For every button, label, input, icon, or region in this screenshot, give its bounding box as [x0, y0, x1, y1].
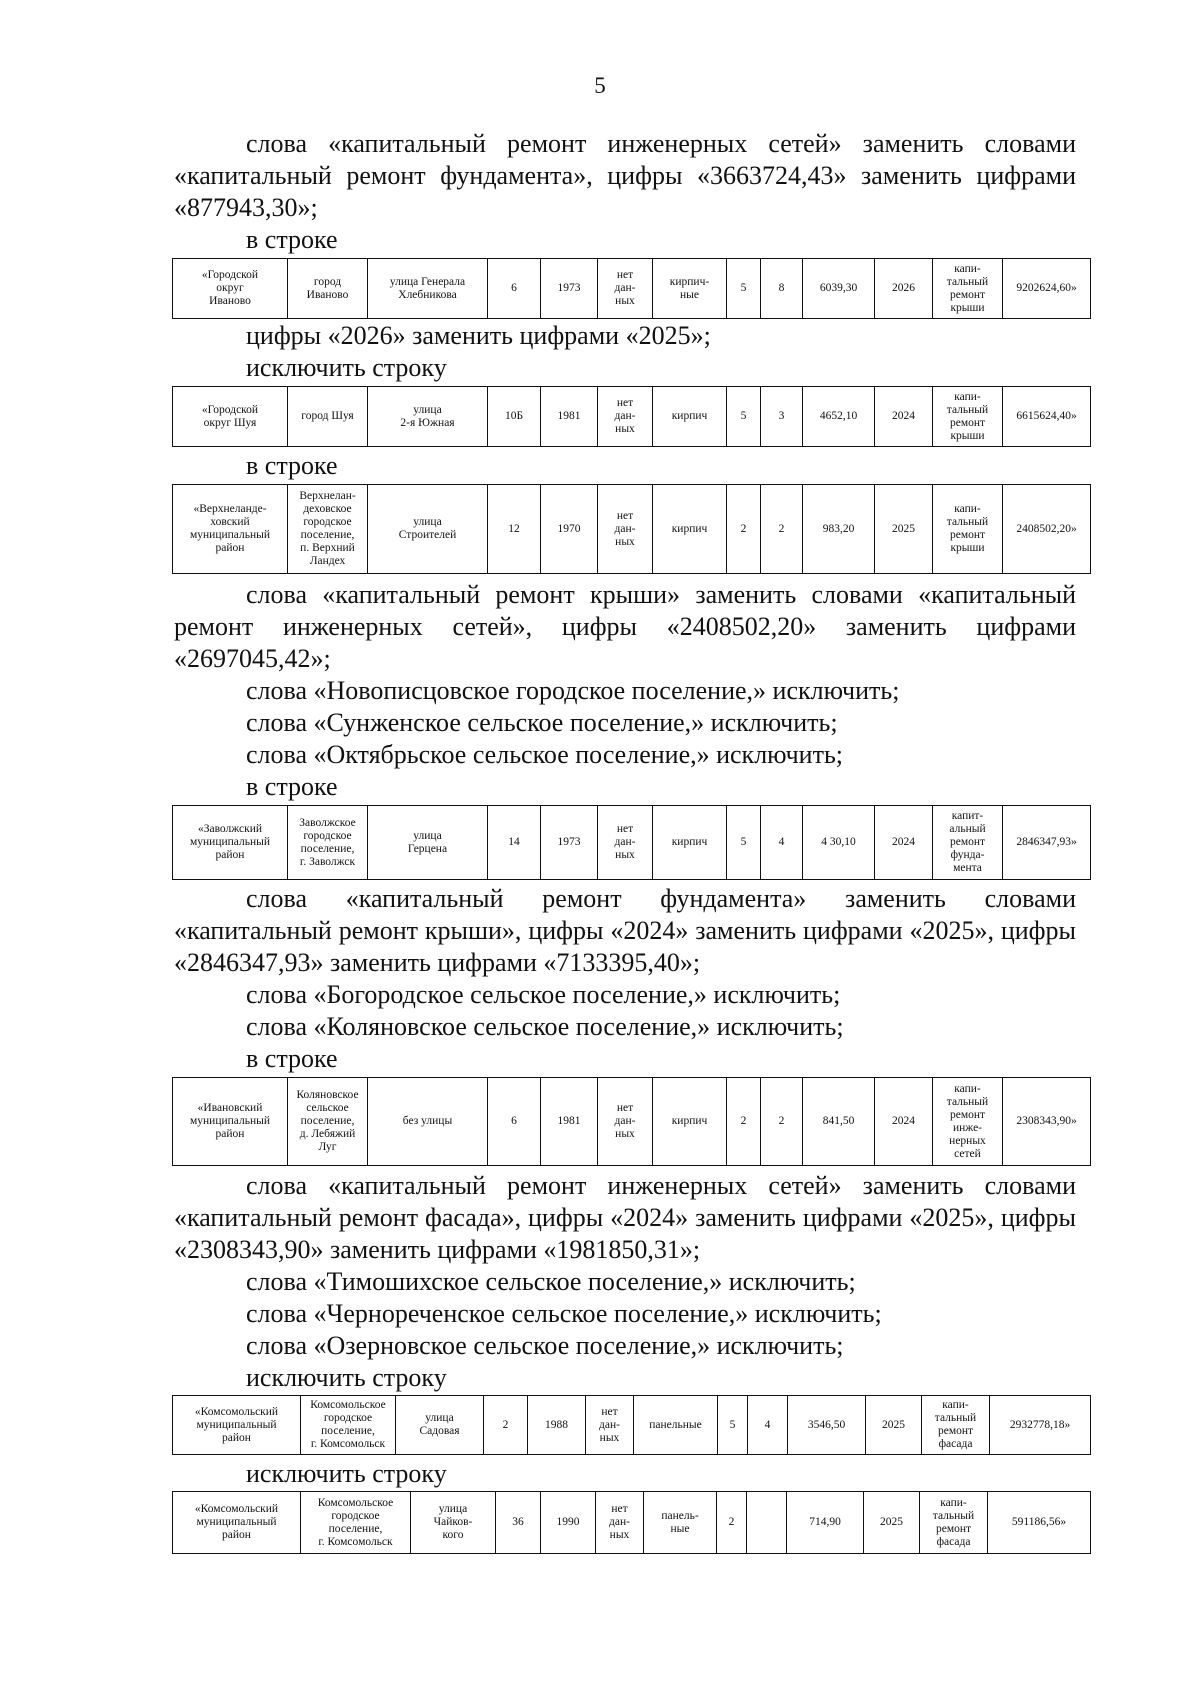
table-cell: 1981 [541, 387, 598, 447]
table-cell: 2 [761, 485, 803, 574]
table-cell: 1981 [541, 1078, 598, 1166]
paragraph: исключить строку [246, 353, 447, 382]
table-cell: улица Строителей [368, 485, 488, 574]
table-cell [747, 1492, 787, 1554]
table-cell: 2846347,93» [1003, 806, 1091, 880]
paragraph: цифры «2026» заменить цифрами «2025»; [246, 321, 711, 350]
table-cell: улица Чайков- кого [411, 1492, 496, 1554]
table-cell: капи- тальный ремонт инже- нерных сетей [933, 1078, 1003, 1166]
table-cell: 4 [748, 1396, 788, 1455]
table-cell: нет дан- ных [598, 387, 653, 447]
table-cell: улица Генерала Хлебникова [368, 259, 488, 319]
table-cell: «Комсомольский муниципальный район [173, 1492, 301, 1554]
table-cell: капи- тальный ремонт крыши [933, 387, 1003, 447]
paragraph: слова «Октябрьское сельское поселение,» исключить; [246, 740, 844, 769]
table-cell: 983,20 [803, 485, 875, 574]
table-cell: «Ивановский муниципальный район [173, 1078, 288, 1166]
paragraph: слова «Озерновское сельское поселение,» исключить; [246, 1331, 844, 1360]
table-row-zavolzhsk [172, 805, 1091, 880]
table-cell: 2 [717, 1492, 747, 1554]
table-cell: 2 [727, 1078, 761, 1166]
table-cell: капи- тальный ремонт фасада [922, 1396, 990, 1455]
table-cell: нет дан- ных [598, 806, 653, 880]
table-cell: 10Б [488, 387, 541, 447]
table-cell: 3546,50 [788, 1396, 866, 1455]
page-number: 5 [594, 73, 606, 98]
table-cell: 6 [488, 259, 541, 319]
table-cell: 2024 [875, 806, 933, 880]
paragraph: слова «капитальный ремонт инженерных сетей» заменить словами «капитальный ремонт фасада», цифры «2024» заменить цифрами «2025», цифры «2308343,90» заменить цифрами «1981850,31»; [174, 1171, 1076, 1264]
table-cell: 8 [761, 259, 803, 319]
table-row-shuya [172, 386, 1091, 447]
table-cell: улица Садовая [396, 1396, 484, 1455]
table-cell: 2024 [875, 387, 933, 447]
paragraph: в строке [246, 225, 338, 254]
table-cell: 1990 [541, 1492, 596, 1554]
table-cell: 2408502,20» [1003, 485, 1091, 574]
table-cell: 2 [484, 1396, 528, 1455]
table-cell: 2025 [875, 485, 933, 574]
table-cell: 2 [761, 1078, 803, 1166]
table-cell: улица Герцена [368, 806, 488, 880]
table-cell: 1973 [541, 259, 598, 319]
table-cell: кирпич [653, 1078, 727, 1166]
table-cell: капит- альный ремонт фунда- мента [933, 806, 1003, 880]
table-cell: нет дан- ных [598, 259, 653, 319]
table-cell: кирпич [653, 387, 727, 447]
paragraph: слова «капитальный ремонт инженерных сетей» заменить словами «капитальный ремонт фундамента», цифры «3663724,43» заменить цифрами «877943,30»; [174, 129, 1076, 222]
table-cell: 841,50 [803, 1078, 875, 1166]
table-row-ivanovsky [172, 1077, 1091, 1166]
table-row [173, 1492, 1091, 1554]
table-cell: 6 [488, 1078, 541, 1166]
table-cell: 5 [727, 259, 761, 319]
table-cell: «Комсомольский муниципальный район [173, 1396, 301, 1455]
table-cell: 2932778,18» [990, 1396, 1091, 1455]
table-cell: 2024 [875, 1078, 933, 1166]
table-cell: 6039,30 [803, 259, 875, 319]
table-cell: Заволжское городское поселение, г. Заволжск [288, 806, 368, 880]
paragraph: исключить строку [246, 1363, 447, 1392]
table-cell: «Городской округ Шуя [173, 387, 288, 447]
paragraph: в строке [246, 451, 338, 480]
table-row [173, 806, 1091, 880]
table-cell: капи- тальный ремонт крыши [933, 259, 1003, 319]
table-cell: 12 [488, 485, 541, 574]
paragraph: слова «Новописцовское городское поселение,» исключить; [246, 676, 900, 705]
paragraph: слова «Богородское сельское поселение,» исключить; [246, 980, 841, 1009]
table-cell: город Шуя [288, 387, 368, 447]
table-cell: 2026 [875, 259, 933, 319]
table-row [173, 1078, 1091, 1166]
paragraph: слова «Тимошихское сельское поселение,» исключить; [246, 1267, 856, 1296]
table-cell: Коляновское сельское поселение, д. Лебяжий Луг [288, 1078, 368, 1166]
table-cell: «Городской округ Иваново [173, 259, 288, 319]
table-cell: город Иваново [288, 259, 368, 319]
table-row [173, 259, 1091, 319]
table-cell: 4 [761, 806, 803, 880]
table-cell: 2 [727, 485, 761, 574]
table-row-komsomolsk-sadovaya [172, 1395, 1091, 1455]
table-cell: Комсомольское городское поселение, г. Комсомольск [301, 1492, 411, 1554]
table-cell: без улицы [368, 1078, 488, 1166]
table-cell: 5 [727, 387, 761, 447]
table-cell: 2025 [864, 1492, 920, 1554]
paragraph: слова «капитальный ремонт фундамента» заменить словами «капитальный ремонт крыши», цифры «2024» заменить цифрами «2025», цифры «2846347,93» заменить цифрами «7133395,40»; [174, 884, 1076, 977]
table-cell: 714,90 [787, 1492, 864, 1554]
table-cell: Верхнелан- деховское городское поселение, п. Верхний Ландех [288, 485, 368, 574]
table-cell: нет дан- ных [596, 1492, 644, 1554]
table-cell: нет дан- ных [598, 485, 653, 574]
paragraph: в строке [246, 1044, 338, 1073]
paragraph: слова «Сунженское сельское поселение,» исключить; [246, 708, 838, 737]
table-cell: капи- тальный ремонт крыши [933, 485, 1003, 574]
paragraph: в строке [246, 772, 338, 801]
table-cell: кирпич [653, 485, 727, 574]
table-cell: 1970 [541, 485, 598, 574]
table-cell: «Верхнеланде- ховский муниципальный район [173, 485, 288, 574]
table-cell: 2308343,90» [1003, 1078, 1091, 1166]
table-cell: 1973 [541, 806, 598, 880]
paragraph: исключить строку [246, 1459, 447, 1488]
table-cell: 591186,56» [988, 1492, 1091, 1554]
table-cell: 1988 [528, 1396, 586, 1455]
table-cell: панель- ные [644, 1492, 717, 1554]
paragraph: слова «капитальный ремонт крыши» заменить словами «капитальный ремонт инженерных сетей», цифры «2408502,20» заменить цифрами «2697045,42»; [174, 580, 1076, 673]
table-cell: капи- тальный ремонт фасада [920, 1492, 988, 1554]
table-cell: 6615624,40» [1003, 387, 1091, 447]
table-row [173, 387, 1091, 447]
table-cell: панельные [634, 1396, 718, 1455]
table-cell: 3 [761, 387, 803, 447]
table-cell: нет дан- ных [598, 1078, 653, 1166]
table-row [173, 485, 1091, 574]
table-cell: Комсомольское городское поселение, г. Комсомольск [301, 1396, 396, 1455]
table-cell: улица 2-я Южная [368, 387, 488, 447]
table-cell: 5 [727, 806, 761, 880]
table-row-ivanovo [172, 258, 1091, 319]
paragraph: слова «Чернореченское сельское поселение,» исключить; [246, 1299, 882, 1328]
table-cell: 36 [496, 1492, 541, 1554]
table-cell: кирпич [653, 806, 727, 880]
paragraph: слова «Коляновское сельское поселение,» исключить; [246, 1012, 844, 1041]
table-cell: «Заволжский муниципальный район [173, 806, 288, 880]
table-row-komsomolsk-chaikovskogo [172, 1491, 1091, 1554]
table-cell: 9202624,60» [1003, 259, 1091, 319]
table-cell: 5 [718, 1396, 748, 1455]
table-row [173, 1396, 1091, 1455]
table-row-verkhnelandekh [172, 484, 1091, 574]
table-cell: кирпич- ные [653, 259, 727, 319]
table-cell: 4652,10 [803, 387, 875, 447]
table-cell: 2025 [866, 1396, 922, 1455]
table-cell: 14 [488, 806, 541, 880]
table-cell: нет дан- ных [586, 1396, 634, 1455]
table-cell: 4 30,10 [803, 806, 875, 880]
